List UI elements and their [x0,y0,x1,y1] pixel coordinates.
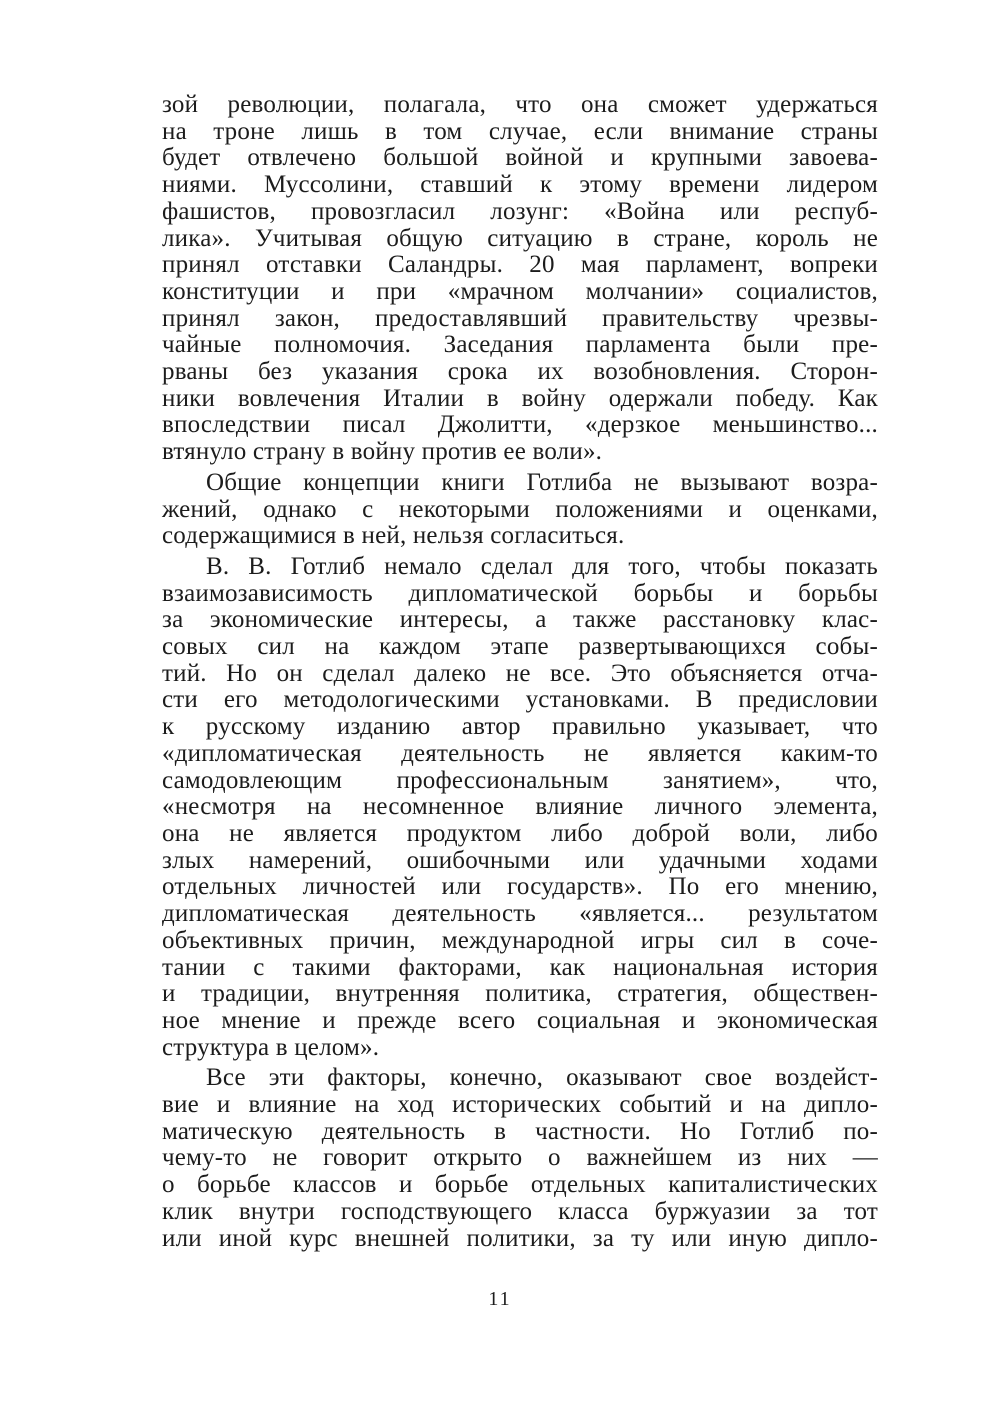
paragraph-1 [162,92,878,466]
text-line: или иной курс внешней политики, за ту или иную дипло- [162,1224,878,1252]
text-line: конституции и при «мрачном молчании» социалистов, [162,277,878,305]
text-line: злых намерений, ошибочными или удачными ходами [162,846,878,874]
text-line: В. В. Готлиб немало сделал для того, чтобы показать [206,552,878,580]
text-line: к русскому изданию автор правильно указывает, что [162,713,878,741]
text-line: впоследствии писал Джолитти, «дерзкое меньшинство... [162,411,878,439]
text-line: сти его методологическими установками. В предисловии [162,686,878,714]
text-line: вие и влияние на ход исторических событий и на дипло- [162,1091,878,1119]
text-line: матическую деятельность в частности. Но Готлиб по- [162,1117,878,1145]
text-line: на троне лишь в том случае, если внимание страны [162,117,878,145]
paragraph-3 [162,554,878,1061]
body-text [162,92,878,1256]
text-line: объективных причин, международной игры сил в соче- [162,926,878,954]
text-line: тании с такими факторами, как национальная история [162,953,878,981]
text-line: клик внутри господствующего класса буржуазии за тот [162,1197,878,1225]
text-line: отдельных личностей или государств». По его мнению, [162,873,878,901]
text-line: структура в целом». [162,1033,380,1061]
text-line: будет отвлечено большой войной и крупными завоева- [162,144,878,172]
text-line: лика». Учитывая общую ситуацию в стране, король не [162,224,878,252]
text-line: Общие концепции книги Готлиба не вызывают возра- [206,468,878,496]
text-line: фашистов, провозгласил лозунг: «Война или респуб- [162,197,878,225]
text-line: ное мнение и прежде всего социальная и экономическая [162,1006,878,1034]
text-line: втянуло страну в войну против ее воли». [162,438,603,466]
text-line: дипломатическая деятельность «является... результатом [162,900,878,928]
text-line: взаимозависимость дипломатической борьбы и борьбы [162,579,878,607]
text-line: ниями. Муссолини, ставший к этому времени лидером [162,171,878,199]
text-line: совых сил на каждом этапе развертывающихся собы- [162,633,878,661]
text-line: о борьбе классов и борьбе отдельных капиталистических [162,1171,878,1199]
text-line: за экономические интересы, а также расстановку клас- [162,606,878,634]
text-line: она не является продуктом либо доброй воли, либо [162,819,878,847]
text-line: принял отставки Саландры. 20 мая парламент, вопреки [162,251,878,279]
text-line: «несмотря на несомненное влияние личного элемента, [162,793,878,821]
text-line: принял закон, предоставлявший правительству чрезвы- [162,304,878,332]
text-line: тий. Но он сделал далеко не все. Это объясняется отча- [162,659,878,687]
text-line: ники вовлечения Италии в войну одержали победу. Как [162,384,878,412]
paragraph-2 [162,470,878,550]
text-line: содержащимися в ней, нельзя согласиться. [162,522,625,550]
text-line: самодовлеющим профессиональным занятием», что, [162,766,878,794]
text-line: «дипломатическая деятельность не является каким-то [162,739,878,767]
text-line: жений, однако с некоторыми положениями и оценками, [162,495,878,523]
text-line: зой революции, полагала, что она сможет удержаться [162,91,878,118]
paragraph-4 [162,1065,878,1252]
text-line: и традиции, внутренняя политика, стратегия, обществен- [162,980,878,1008]
text-line: чайные полномочия. Заседания парламента были пре- [162,331,878,359]
text-line: чему-то не говорит открыто о важнейшем из них — [162,1144,878,1172]
text-line: рваны без указания срока их возобновления. Сторон- [162,358,878,386]
text-line: Все эти факторы, конечно, оказывают свое воздейст- [206,1064,878,1092]
page-number: 11 [488,1288,512,1310]
